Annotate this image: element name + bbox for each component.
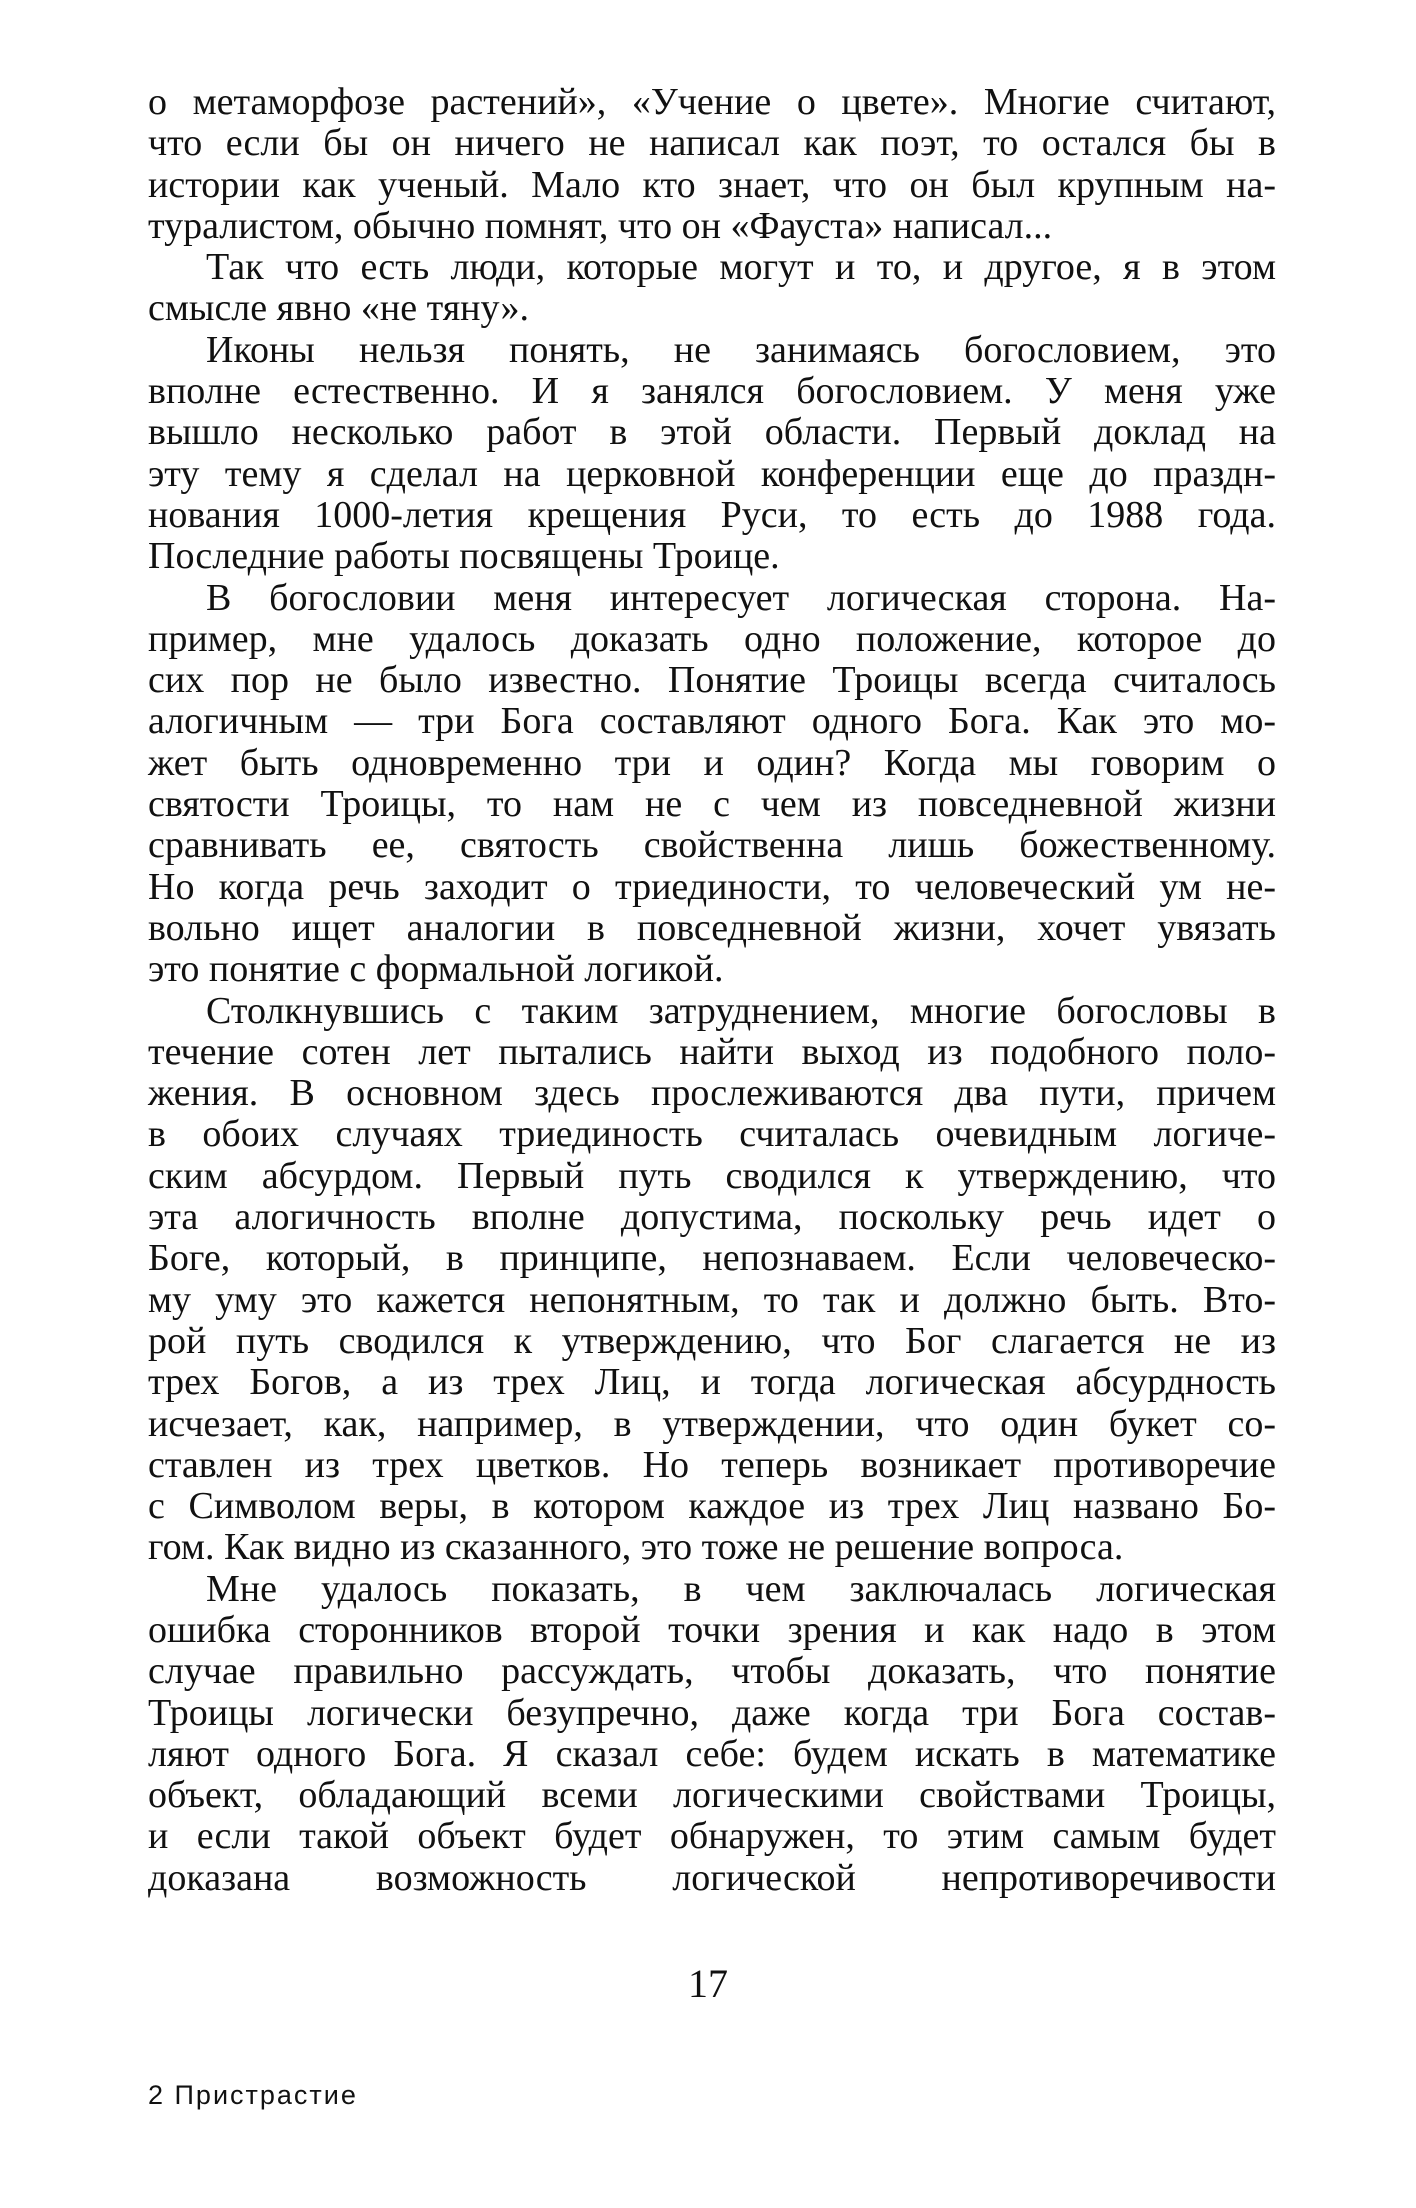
text-line: ошибка сторонников второй точки зрения и как надо в этом xyxy=(148,1608,1276,1651)
text-line: объект, обладающий всеми логическими свойствами Троицы, xyxy=(148,1774,1276,1817)
text-line: сравнивать ее, святость свойственна лишь божественному. xyxy=(148,824,1276,867)
paragraph-first-line: В богословии меня интересует логическая сторона. На- xyxy=(206,576,1276,619)
text-line: Боге, который, в принципе, непознаваем. Если человеческо- xyxy=(148,1237,1276,1280)
text-line: о метаморфозе растений», «Учение о цвете». Многие считают, xyxy=(148,81,1276,123)
text-line: истории как ученый. Мало кто знает, что он был крупным на- xyxy=(148,163,1276,206)
text-line: с Символом веры, в котором каждое из трех Лиц названо Бо- xyxy=(148,1485,1276,1528)
text-line: гом. Как видно из сказанного, это тоже не решение вопроса. xyxy=(148,1526,1124,1569)
text-line: нования 1000-летия крещения Руси, то есть до 1988 года. xyxy=(148,493,1276,536)
text-line: вышло несколько работ в этой области. Первый доклад на xyxy=(148,411,1276,454)
text-line: жения. В основном здесь прослеживаются два пути, причем xyxy=(148,1072,1276,1115)
body-text xyxy=(148,82,1276,1899)
text-line: это понятие с формальной логикой. xyxy=(148,948,724,991)
printer-signature: 2 Пристрастие xyxy=(148,2080,358,2110)
text-line: жет быть одновременно три и один? Когда мы говорим о xyxy=(148,741,1276,784)
paragraph-first-line: Столкнувшись с таким затруднением, многие богословы в xyxy=(206,989,1276,1032)
text-line: эту тему я сделал на церковной конференции еще до праздн- xyxy=(148,452,1276,495)
text-line: и если такой объект будет обнаружен, то этим самым будет xyxy=(148,1815,1276,1858)
text-line: алогичным — три Бога составляют одного Бога. Как это мо- xyxy=(148,700,1276,743)
paragraph-first-line: Мне удалось показать, в чем заключалась логическая xyxy=(206,1567,1276,1610)
text-line: эта алогичность вполне допустима, поскольку речь идет о xyxy=(148,1196,1276,1239)
text-line: святости Троицы, то нам не с чем из повседневной жизни xyxy=(148,783,1276,826)
text-line: ляют одного Бога. Я сказал себе: будем искать в математике xyxy=(148,1732,1276,1775)
text-line: Последние работы посвящены Троице. xyxy=(148,535,780,578)
text-line: исчезает, как, например, в утверждении, что один букет со- xyxy=(148,1402,1276,1445)
text-line: трех Богов, а из трех Лиц, и тогда логическая абсурдность xyxy=(148,1361,1276,1404)
text-line: ставлен из трех цветков. Но теперь возникает противоречие xyxy=(148,1443,1276,1486)
text-line: что если бы он ничего не написал как поэт, то остался бы в xyxy=(148,122,1276,165)
page-number: 17 xyxy=(688,1961,728,2006)
text-line: ским абсурдом. Первый путь сводился к утверждению, что xyxy=(148,1154,1276,1197)
text-line: му уму это кажется непонятным, то так и должно быть. Вто- xyxy=(148,1278,1276,1321)
text-line: доказана возможность логической непротиворечивости xyxy=(148,1856,1276,1899)
text-line: рой путь сводился к утверждению, что Бог слагается не из xyxy=(148,1319,1276,1362)
text-line: вполне естественно. И я занялся богословием. У меня уже xyxy=(148,370,1276,413)
text-line: случае правильно рассуждать, чтобы доказать, что понятие xyxy=(148,1650,1276,1693)
paragraph-first-line: Иконы нельзя понять, не занимаясь богословием, это xyxy=(206,328,1276,371)
text-line: в обоих случаях триединость считалась очевидным логиче- xyxy=(148,1113,1276,1156)
text-line: Но когда речь заходит о триединости, то человеческий ум не- xyxy=(148,865,1276,908)
text-line: вольно ищет аналогии в повседневной жизни, хочет увязать xyxy=(148,906,1276,949)
text-line: Троицы логически безупречно, даже когда три Бога состав- xyxy=(148,1691,1276,1734)
text-line: течение сотен лет пытались найти выход из подобного поло- xyxy=(148,1030,1276,1073)
text-line: сих пор не было известно. Понятие Троицы всегда считалось xyxy=(148,659,1276,702)
text-line: туралистом, обычно помнят, что он «Фауста» написал... xyxy=(148,204,1053,247)
text-line: пример, мне удалось доказать одно положение, которое до xyxy=(148,617,1276,660)
paragraph-first-line: Так что есть люди, которые могут и то, и другое, я в этом xyxy=(206,246,1276,289)
text-line: смысле явно «не тяну». xyxy=(148,287,529,330)
